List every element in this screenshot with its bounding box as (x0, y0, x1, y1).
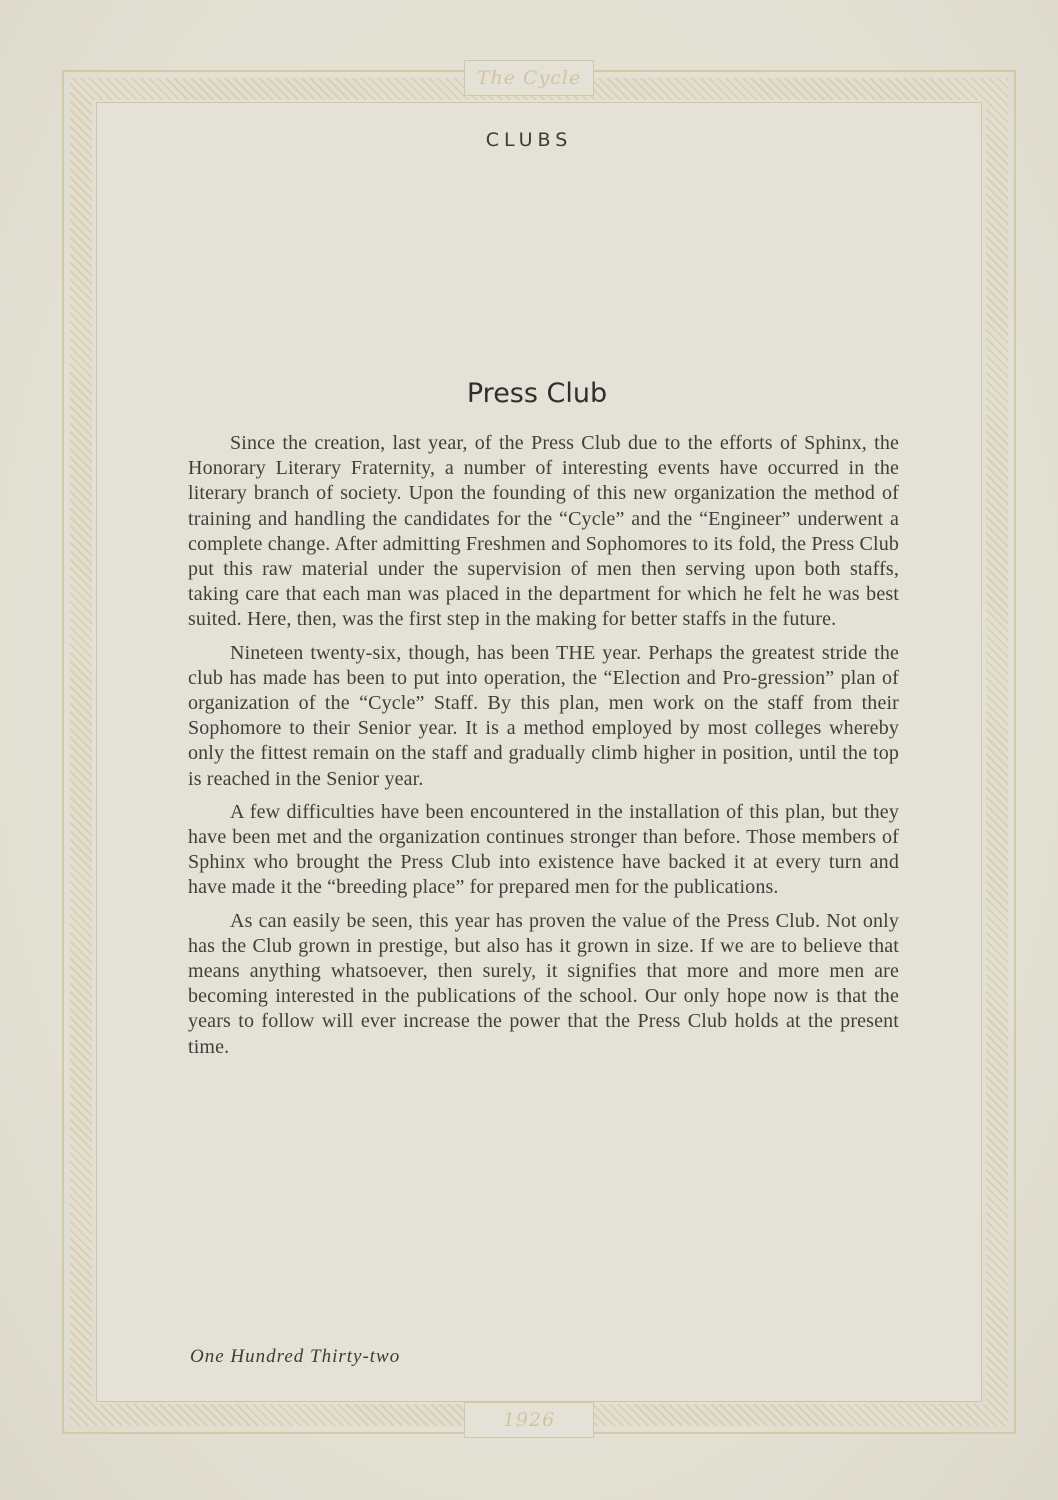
page-number: One Hundred Thirty-two (190, 1346, 401, 1367)
paragraph: Since the creation, last year, of the Press Club due to the efforts of Sphinx, the Honorary Literary Fraternity, a number of interesting events have occurred in the literary branch of society. Upon the founding of this new organization the method of training and handling the candidates for the “Cycle” and the “Engineer” underwent a complete change. After admitting Freshmen and Sophomores to its fold, the Press Club put this raw material under the supervision of men then serving upon both staffs, taking care that each man was placed in the department for which he felt he was best suited. Here, then, was the first step in the making for better staffs in the future. (188, 432, 899, 631)
paragraph: A few difficulties have been encountered in the installation of this plan, but they have been met and the organization continues stronger than before. Those members of Sphinx who brought the Press Club into existence have backed it at every turn and have made it the “breeding place” for prepared men for the publications. (188, 800, 899, 899)
header-cartouche: The Cycle (464, 60, 594, 96)
footer-cartouche: 1926 (464, 1402, 594, 1438)
paragraph: Nineteen twenty-six, though, has been THE year. Perhaps the greatest stride the club has made has been to put into operation, the “Election and Pro-gression” plan of organization of the “Cycle” Staff. By this plan, men work on the staff from their Sophomore to their Senior year. It is a method employed by most colleges whereby only the fittest remain on the staff and gradually climb higher in position, until the top is reached in the Senior year. (188, 641, 899, 790)
article-title: Press Club (466, 378, 608, 409)
paragraph: As can easily be seen, this year has proven the value of the Press Club. Not only has the Club grown in prestige, but also has it grown in size. If we are to believe that means anything whatsoever, then surely, it signifies that more and more men are becoming interested in the publications of the school. Our only hope now is that the years to follow will ever increase the power that the Press Club holds at the present time. (188, 909, 899, 1058)
article-body (188, 431, 899, 1068)
section-heading: CLUBS (485, 129, 573, 151)
